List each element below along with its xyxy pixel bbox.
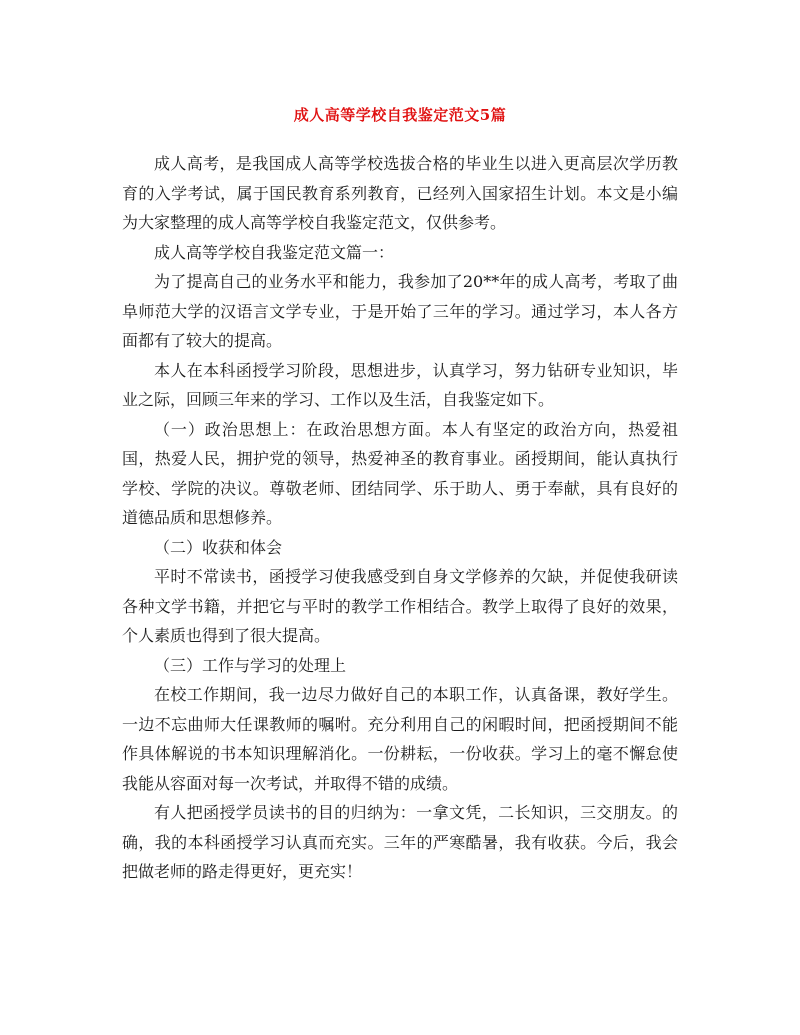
document-body (122, 149, 678, 887)
paragraph-conclusion: 有人把函授学员读书的目的归纳为：一拿文凭，二长知识，三交朋友。的确，我的本科函授学习认真而充实。三年的严寒酷暑，我有收获。今后，我会把做老师的路走得更好，更充实！ (122, 803, 678, 881)
paragraph-heading-sample-one: 成人高等学校自我鉴定范文篇一： (154, 242, 395, 262)
paragraph-gains: 平时不常读书，函授学习使我感受到自身文学修养的欠缺，并促使我研读各种文学书籍，并把它与平时的教学工作相结合。教学上取得了良好的效果，个人素质也得到了很大提高。 (122, 567, 678, 645)
document-title: 成人高等学校自我鉴定范文5篇 (293, 106, 507, 124)
paragraph-summary-intro: 本人在本科函授学习阶段，思想进步，认真学习，努力钻研专业知识，毕业之际，回顾三年来的学习、工作以及生活，自我鉴定如下。 (122, 360, 678, 409)
paragraph-heading-work-study: （三）工作与学习的处理上 (154, 655, 347, 675)
paragraph-heading-gains: （二）收获和体会 (154, 537, 283, 557)
paragraph-work-study: 在校工作期间，我一边尽力做好自己的本职工作，认真备课，教好学生。一边不忘曲师大任课教师的嘱咐。充分利用自己的闲暇时间，把函授期间不能作具体解说的书本知识理解消化。一份耕耘，一份收获。学习上的毫不懈怠使我能从容面对每一次考试，并取得不错的成绩。 (122, 685, 678, 793)
paragraph-intro: 成人高考，是我国成人高等学校选拔合格的毕业生以进入更高层次学历教育的入学考试，属于国民教育系列教育，已经列入国家招生计划。本文是小编为大家整理的成人高等学校自我鉴定范文，仅供参考。 (122, 154, 678, 232)
paragraph-political-thought: （一）政治思想上：在政治思想方面。本人有坚定的政治方向，热爱祖国，热爱人民，拥护党的领导，热爱神圣的教育事业。函授期间，能认真执行学校、学院的决议。尊敬老师、团结同学、乐于助人、勇于奉献，具有良好的道德品质和思想修养。 (122, 419, 678, 527)
document-page (122, 0, 678, 1035)
paragraph-background: 为了提高自己的业务水平和能力，我参加了20**年的成人高考，考取了曲阜师范大学的汉语言文学专业，于是开始了三年的学习。通过学习，本人各方面都有了较大的提高。 (122, 272, 678, 350)
